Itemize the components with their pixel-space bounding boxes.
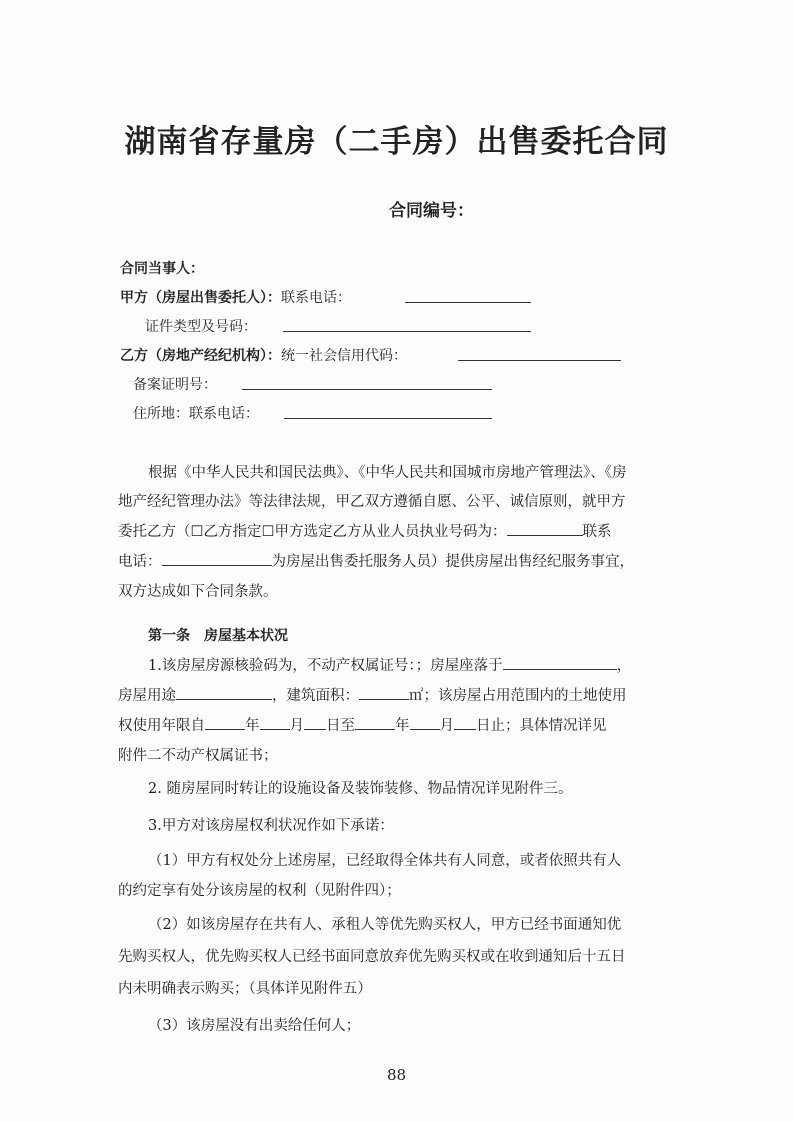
usage-field[interactable] <box>176 685 272 700</box>
intro-line-2: 地产经纪管理办法》等法律法规，甲乙双方遵循自愿、公平、诚信原则，就甲方 <box>118 494 626 510</box>
start-day-field[interactable] <box>304 715 326 730</box>
p1-year-2: 年 <box>395 718 410 734</box>
p1-year-1: 年 <box>245 718 260 734</box>
page-title: 湖南省存量房（二手房）出售委托合同 <box>124 124 669 160</box>
party-a-label: 甲方（房屋出售委托人）： <box>120 290 281 306</box>
article-1-p3-2-line2: 先购买权人，优先购买权人已经书面同意放弃优先购买权或在收到通知后十五日 <box>118 949 626 965</box>
article-1-p3-2-line1: （2）如该房屋存在共有人、承租人等优先购买权人，甲方已经书面通知优 <box>148 917 622 933</box>
article-1-p3-1-line2: 的约定享有处分该房屋的权利（见附件四）； <box>118 883 401 899</box>
article-1-p1-line2 <box>118 684 627 705</box>
intro-line-1: 根据《中华人民共和国民法典》、《中华人民共和国城市房地产管理法》、《房 <box>148 465 627 481</box>
article-1-p1-line3 <box>118 714 607 735</box>
p1-text-a: 1.该房屋房源核验码为，不动产权属证号：；房屋座落于 <box>148 658 503 674</box>
party-a-row <box>120 287 351 307</box>
contract-number-label: 合同编号： <box>389 201 474 221</box>
article-1-p3-2-line3: 内未明确表示购买；（具体详见附件五） <box>118 981 372 997</box>
article-1-heading: 第一条 房屋基本状况 <box>148 628 288 644</box>
record-number-field[interactable] <box>242 389 492 390</box>
parties-heading: 合同当事人： <box>120 261 204 277</box>
id-number-field[interactable] <box>283 331 531 332</box>
p1-month-2: 月 <box>439 718 454 734</box>
p1-text-b: ， <box>616 658 632 674</box>
end-month-field[interactable] <box>410 715 440 730</box>
area-field[interactable] <box>359 685 409 700</box>
start-year-field[interactable] <box>205 715 245 730</box>
page-number: 88 <box>386 1066 407 1084</box>
article-1-p1-line4: 附件二不动产权属证书； <box>118 748 278 764</box>
p1-area-label: ，建筑面积： <box>272 688 359 704</box>
party-a-phone-label: 联系电话： <box>281 290 351 306</box>
article-1-p3-1-line1: （1）甲方有权处分上述房屋，已经取得全体共有人同意，或者依照共有人 <box>148 853 622 869</box>
intro-line-5: 双方达成如下合同条款。 <box>118 584 278 600</box>
intro-line-3 <box>118 520 612 541</box>
agent-phone-field[interactable] <box>162 551 272 566</box>
end-year-field[interactable] <box>355 715 395 730</box>
intro-line-4 <box>118 550 634 571</box>
credit-code-label: 统一社会信用代码： <box>281 348 407 364</box>
party-b-row <box>120 345 407 365</box>
party-a-phone-field[interactable] <box>405 302 531 303</box>
location-field[interactable] <box>503 655 617 670</box>
record-number-label: 备案证明号： <box>133 377 217 393</box>
id-type-label: 证件类型及号码： <box>145 319 257 335</box>
credit-code-field[interactable] <box>458 360 621 361</box>
party-b-label: 乙方（房地产经纪机构）： <box>120 348 281 364</box>
end-day-field[interactable] <box>454 715 476 730</box>
p1-month-1: 月 <box>289 718 304 734</box>
p1-usage-label: 房屋用途 <box>118 688 176 704</box>
article-1-p2: 2. 随房屋同时转让的设施设备及装饰装修、物品情况详见附件三。 <box>148 781 573 797</box>
p1-day-end: 日止；具体情况详见 <box>476 718 607 734</box>
intro-line-3-contact: 联系 <box>582 524 612 540</box>
start-month-field[interactable] <box>260 715 290 730</box>
article-1-p3-3: （3）该房屋没有出卖给任何人； <box>148 1018 361 1034</box>
p1-term-label: 权使用年限自 <box>118 718 205 734</box>
address-phone-field[interactable] <box>284 418 492 419</box>
p1-text-e: ㎡；该房屋占用范围内的土地使用 <box>409 688 627 704</box>
intro-phone-label: 电话： <box>118 554 162 570</box>
article-1-p3: 3.甲方对该房屋权利状况作如下承诺： <box>148 818 394 834</box>
intro-line-4-text: 为房屋出售委托服务人员）提供房屋出售经纪服务事宜， <box>271 554 634 570</box>
intro-line-3-text: 委托乙方（☐乙方指定☐甲方选定乙方从业人员执业号码为： <box>118 524 507 540</box>
p1-day-to: 日至 <box>326 718 355 734</box>
license-number-field[interactable] <box>507 521 583 536</box>
article-1-p1-line1 <box>148 654 631 675</box>
address-phone-label: 住所地：联系电话： <box>133 406 259 422</box>
